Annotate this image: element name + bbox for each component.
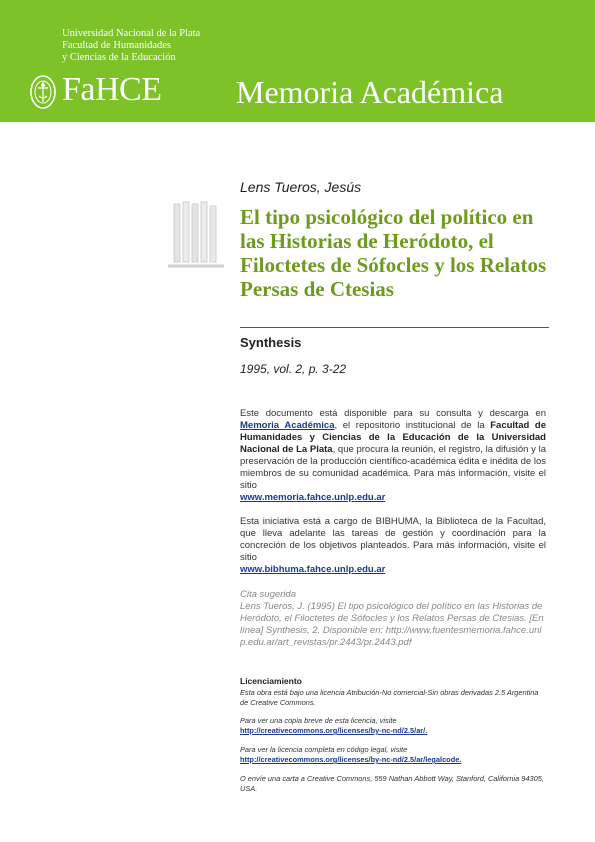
notice-text-1: Este documento está disponible para su consulta y descarga en [240, 408, 546, 419]
license-text: Esta obra está bajo una licencia Atribución-No comercial-Sin obras derivadas 2.5 Argentina de Creative Commons. [240, 688, 539, 707]
journal-name: Synthesis [240, 335, 302, 350]
university-line-1: Universidad Nacional de la Plata [62, 28, 201, 39]
license-copy-link[interactable]: http://creativecommons.org/licenses/by-nc-nd/2.5/ar/. [240, 726, 428, 735]
license-full-link[interactable]: http://creativecommons.org/licenses/by-nc-nd/2.5/ar/legalcode. [240, 755, 462, 764]
license-full-notice [240, 745, 546, 765]
license-label: Licenciamiento [240, 676, 302, 686]
notice-text-3: , que procura la reunión, el registro, la difusión y la preservación de la producción científico-académica édita e inédita de los miembros de su comunidad académica. Para más información, visite el sitio [240, 444, 546, 491]
document-title: El tipo psicológico del político en las Historias de Heródoto, el Filoctetes de Sófocles y los Relatos Persas de Ctesias [240, 205, 547, 301]
notice-text-2: , el repositorio institucional de la [334, 420, 491, 431]
memoria-academica-title: Memoria Académica [236, 74, 504, 110]
header-banner [0, 0, 595, 122]
books-icon [166, 200, 228, 274]
university-name [62, 28, 200, 64]
suggested-citation: Lens Tueros, J. (1995) El tipo psicológico del político en las Historias de Heródoto, el Filoctetes de Sófocles y los Relatos Persas de Ctesias. [En línea] Synthesis, 2. Disponible en: http://www.fuentesmemoria.fahce.unlp.edu.ar/art_revistas/pr.2443/pr.2443.pdf [240, 601, 544, 648]
license-copy-text: Para ver una copia breve de esta licencia, visite [240, 716, 397, 725]
issue-info: 1995, vol. 2, p. 3-22 [240, 362, 347, 376]
bibhuma-url-link[interactable]: www.bibhuma.fahce.unlp.edu.ar [240, 564, 386, 575]
bibhuma-text: Esta iniciativa está a cargo de BIBHUMA, la Biblioteca de la Facultad, que lleva adelante las tareas de gestión y coordinación para la concreción de los objetivos planteados. Para más información, visite el sitio [240, 516, 546, 563]
university-seal-icon [29, 74, 57, 110]
memoria-academica-link[interactable]: Memoria Académica [240, 420, 335, 431]
university-line-2: Facultad de Humanidades [62, 40, 172, 51]
faculty-name: Facultad de Humanidades y Ciencias de la Educación de la Universidad Nacional de La Plata [240, 420, 547, 455]
bibhuma-notice [240, 516, 546, 576]
suggested-citation-label: Cita sugerida [240, 589, 296, 600]
title-divider [240, 327, 549, 328]
license-full-text: Para ver la licencia completa en código legal, visite [240, 745, 408, 754]
author: Lens Tueros, Jesús [240, 179, 362, 195]
memoria-url-link[interactable]: www.memoria.fahce.unlp.edu.ar [240, 492, 386, 503]
license-mail-text: O envíe una carta a Creative Commons, 559 Nathan Abbott Way, Stanford, California 94305, USA. [240, 774, 544, 793]
fahce-logo-text: FaHCE [62, 71, 162, 108]
university-line-3: y Ciencias de la Educación [62, 52, 176, 63]
repository-notice [240, 408, 546, 504]
license-copy-notice [240, 716, 546, 736]
